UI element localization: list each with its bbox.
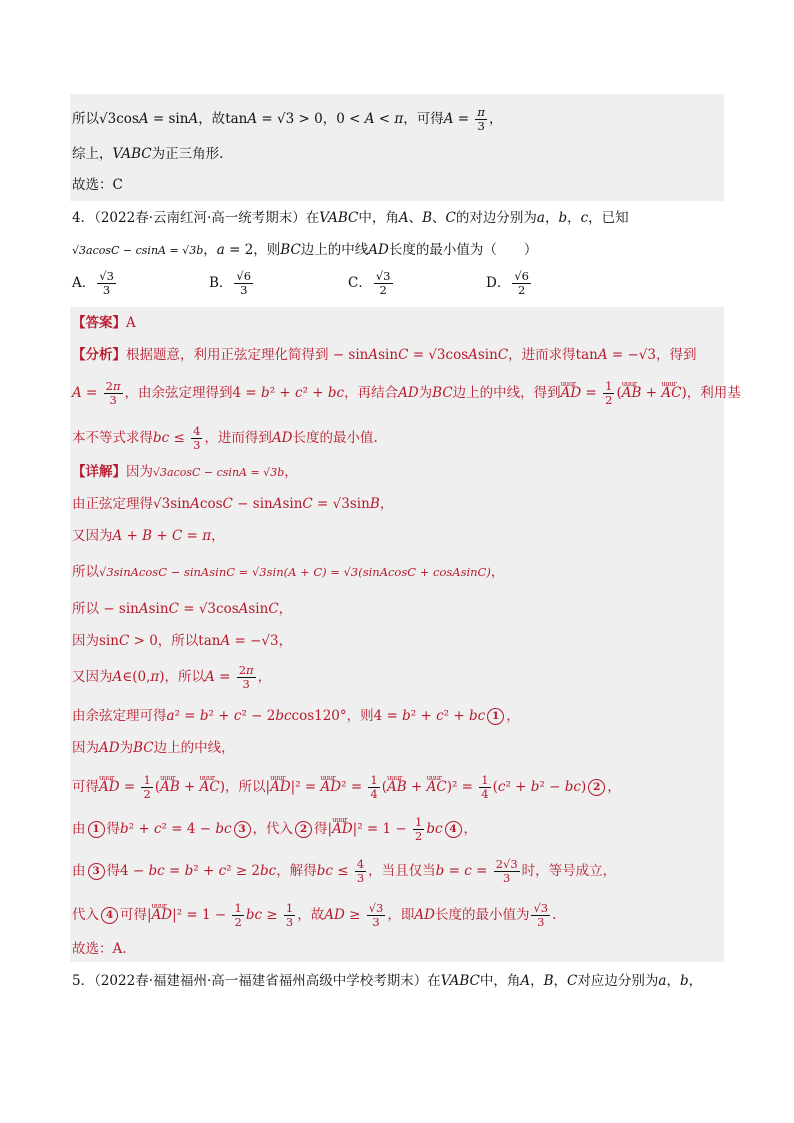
option-a[interactable]: A． $\frac{√3}{3}$ [72, 269, 114, 297]
answer-line [72, 313, 136, 333]
prev-answer: 故选：C [72, 177, 123, 193]
prev-line-2: 综上，VABC为正三角形. [72, 146, 224, 162]
detail-line-2: 由正弦定理得√3sinAcosC − sinAsinC = √3sinB， [72, 496, 394, 512]
analysis-line-3: 本不等式求得bc ≤ $\frac{4}{3}$ ，进而得到AD长度的最小值. [72, 424, 378, 452]
analysis-line-1: 【分析】根据题意，利用正弦定理化简得到 − sinAsinC = √3cosAsinC，进而求得tanA = −√3，得到 [72, 347, 697, 363]
detail-line-9: 因为AD为BC边上的中线， [72, 740, 235, 756]
circled-1-icon: 1 [487, 708, 504, 725]
option-b[interactable]: B． $\frac{√6}{3}$ [209, 269, 252, 297]
answer-value: A [126, 315, 136, 331]
detail-line-4: 所以√3sinAcosC − sinAsinC = √3sin(A + C) = √3(sinAcosC + cosAsinC)， [72, 564, 505, 580]
detail-line-1: 【详解】因为√3acosC − csinA = √3b， [72, 464, 298, 480]
detail-line-13: 代入 4 可得|uuur AD|² = 1 − $\frac{1}{2}$ bc ≥ $\frac{1}{3}$ ，故AD ≥ $\frac{√3}{3}$ ，即AD长度的最小值为 $\frac{√3}{3}$ . [72, 902, 556, 929]
detail-line-8: 由余弦定理可得a² = b² + c² − 2bccos120°，则4 = b² + c² + bc 1 ， [72, 708, 520, 724]
prev-line-1 [72, 106, 502, 133]
detail-line-6: 因为sinC > 0，所以tanA = −√3， [72, 633, 293, 649]
q5-stem-line-1: 5．（2022春·福建福州·高一福建省福州高级中学校考期末）在VABC中，角A，B，C对应边分别为a，b， [72, 973, 703, 989]
option-d[interactable]: D． $\frac{√6}{2}$ [486, 269, 529, 297]
detail-line-11: 由 1 得b² + c² = 4 − bc 3 ，代入 2 得|uuur AD|² = 1 − $\frac{1}{2}$ bc 4 ， [72, 816, 477, 843]
circled-2-icon: 2 [588, 779, 605, 796]
final-answer: 故选：A. [72, 941, 127, 957]
detail-line-3: 又因为A + B + C = π， [72, 528, 225, 544]
detail-line-12: 由 3 得4 − bc = b² + c² ≥ 2bc，解得bc ≤ $\frac{4}{3}$ ，当且仅当b = c = $\frac{2√3}{3}$ 时，等号成立， [72, 857, 617, 885]
detail-line-5: 所以 − sinAsinC = √3cosAsinC， [72, 601, 293, 617]
q4-stem-line-1: 4．（2022春·云南红河·高一统考期末）在VABC中，角A、B、C的对边分别为a，b，c，已知 [72, 210, 629, 226]
analysis-line-2: A = $\frac{2\pi}{3}$ ，由余弦定理得到4 = b² + c² + bc，再结合AD为BC边上的中线，得到uuur AD = $\frac{1}{2}$ (uuur AB + uuur AC)，利用基 [72, 380, 741, 407]
detail-line-10: 可得uuur AD = $\frac{1}{2}$ (uuur AB + uuur AC)，所以|uuur AD|² = uuur AD² = $\frac{1}{4}$ (uuur AB + uuur AC)² = $\frac{1}{4}$ (c² + b² − bc) 2 ， [72, 774, 621, 801]
q4-stem-line-2: √3acosC − csinA = √3b，a = 2，则BC边上的中线AD长度的最小值为（ ） [72, 242, 538, 258]
answer-tag: 【答案】 [72, 315, 126, 331]
prev-line-1-text: 所以√3cosA = sinA，故tanA = √3 > 0，0 < A < π，可得A = $\frac{\pi}{3}$ ， [72, 105, 503, 133]
option-c[interactable]: C． $\frac{√3}{2}$ [348, 269, 391, 297]
detail-line-7: 又因为A∈(0,π)，所以A = $\frac{2\pi}{3}$ ， [72, 663, 272, 691]
